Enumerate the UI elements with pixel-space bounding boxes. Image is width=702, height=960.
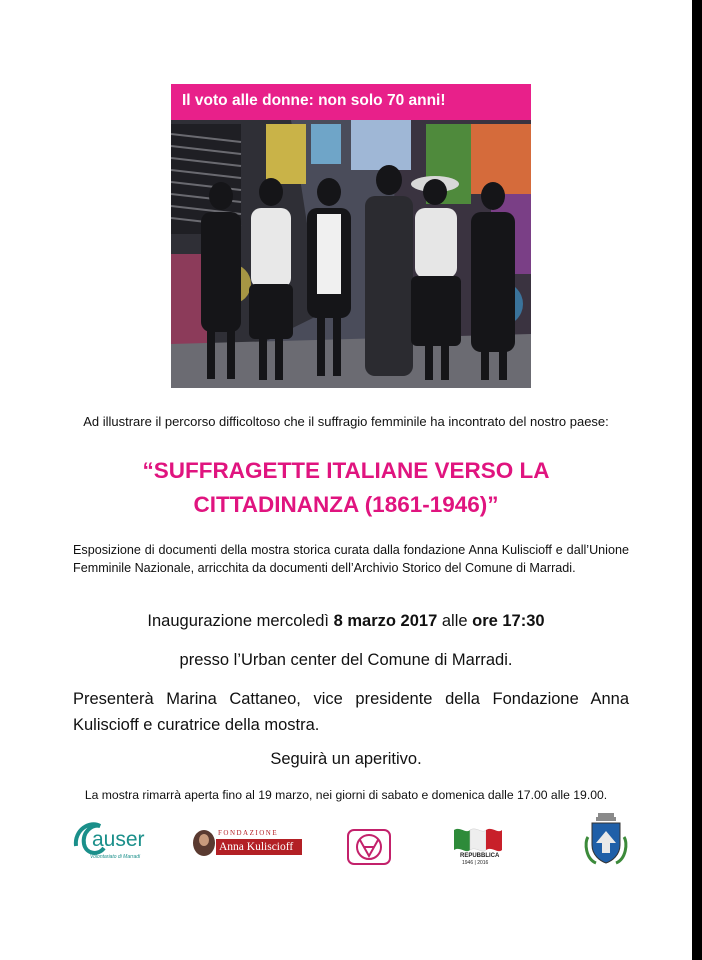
location-line: presso l’Urban center del Comune di Marradi. — [179, 651, 513, 669]
udi-monogram-logo — [346, 828, 392, 866]
repubblica-logo-name: REPUBBLICA — [460, 853, 500, 859]
kuliscioff-logo-bar — [216, 839, 302, 855]
auser-logo-sub: Volontariato di Marradi — [90, 854, 141, 860]
exhibition-title-line1: “SUFFRAGETTE ITALIANE VERSO LA — [142, 458, 550, 483]
hero-banner-text: Il voto alle donne: non solo 70 anni! — [182, 92, 446, 109]
kuliscioff-portrait-icon — [192, 829, 216, 857]
kuliscioff-logo — [192, 829, 302, 859]
auser-logo-name: auser — [92, 828, 145, 851]
inauguration-prefix: Inaugurazione mercoledì — [147, 612, 334, 630]
exhibition-title — [0, 454, 692, 522]
hero-banner — [171, 84, 531, 120]
exhibition-description: Esposizione di documenti della mostra storica curata dalla fondazione Anna Kuliscioff e dall’Unione Femminile Nazionale, arricchita da documenti dell’Archivio Storico del Comune di Marradi. — [73, 543, 629, 575]
repubblica-logo-years: 1946 | 2016 — [462, 860, 489, 866]
closing-note: La mostra rimarrà aperta fino al 19 marzo, nei giorni di sabato e domenica dalle 17.00 alle 19.00. — [84, 788, 608, 802]
intro-text: Ad illustrare il percorso difficoltoso che il suffragio femminile ha incontrato del nostro paese: — [83, 414, 609, 429]
right-edge-border — [692, 0, 702, 960]
inauguration-middle: alle — [437, 612, 473, 630]
hero-image — [171, 84, 531, 388]
inauguration-line — [0, 612, 692, 631]
inauguration-time: ore 17:30 — [472, 612, 545, 630]
tricolore-flag-icon — [452, 826, 504, 852]
kuliscioff-logo-name: Anna Kuliscioff — [219, 841, 294, 853]
repubblica-logo — [452, 826, 504, 868]
presenter-text: Presenterà Marina Cattaneo, vice presidente della Fondazione Anna Kuliscioff e curatrice della mostra. — [73, 690, 629, 734]
hero-photo-illustration — [171, 84, 531, 388]
kuliscioff-logo-top: FONDAZIONE — [218, 829, 279, 837]
auser-logo — [72, 816, 152, 864]
exhibition-title-line2: CITTADINANZA (1861-1946)” — [193, 492, 499, 517]
aperitivo-line: Seguirà un aperitivo. — [270, 750, 422, 768]
comune-marradi-crest — [584, 813, 628, 867]
inauguration-date: 8 marzo 2017 — [333, 612, 438, 630]
